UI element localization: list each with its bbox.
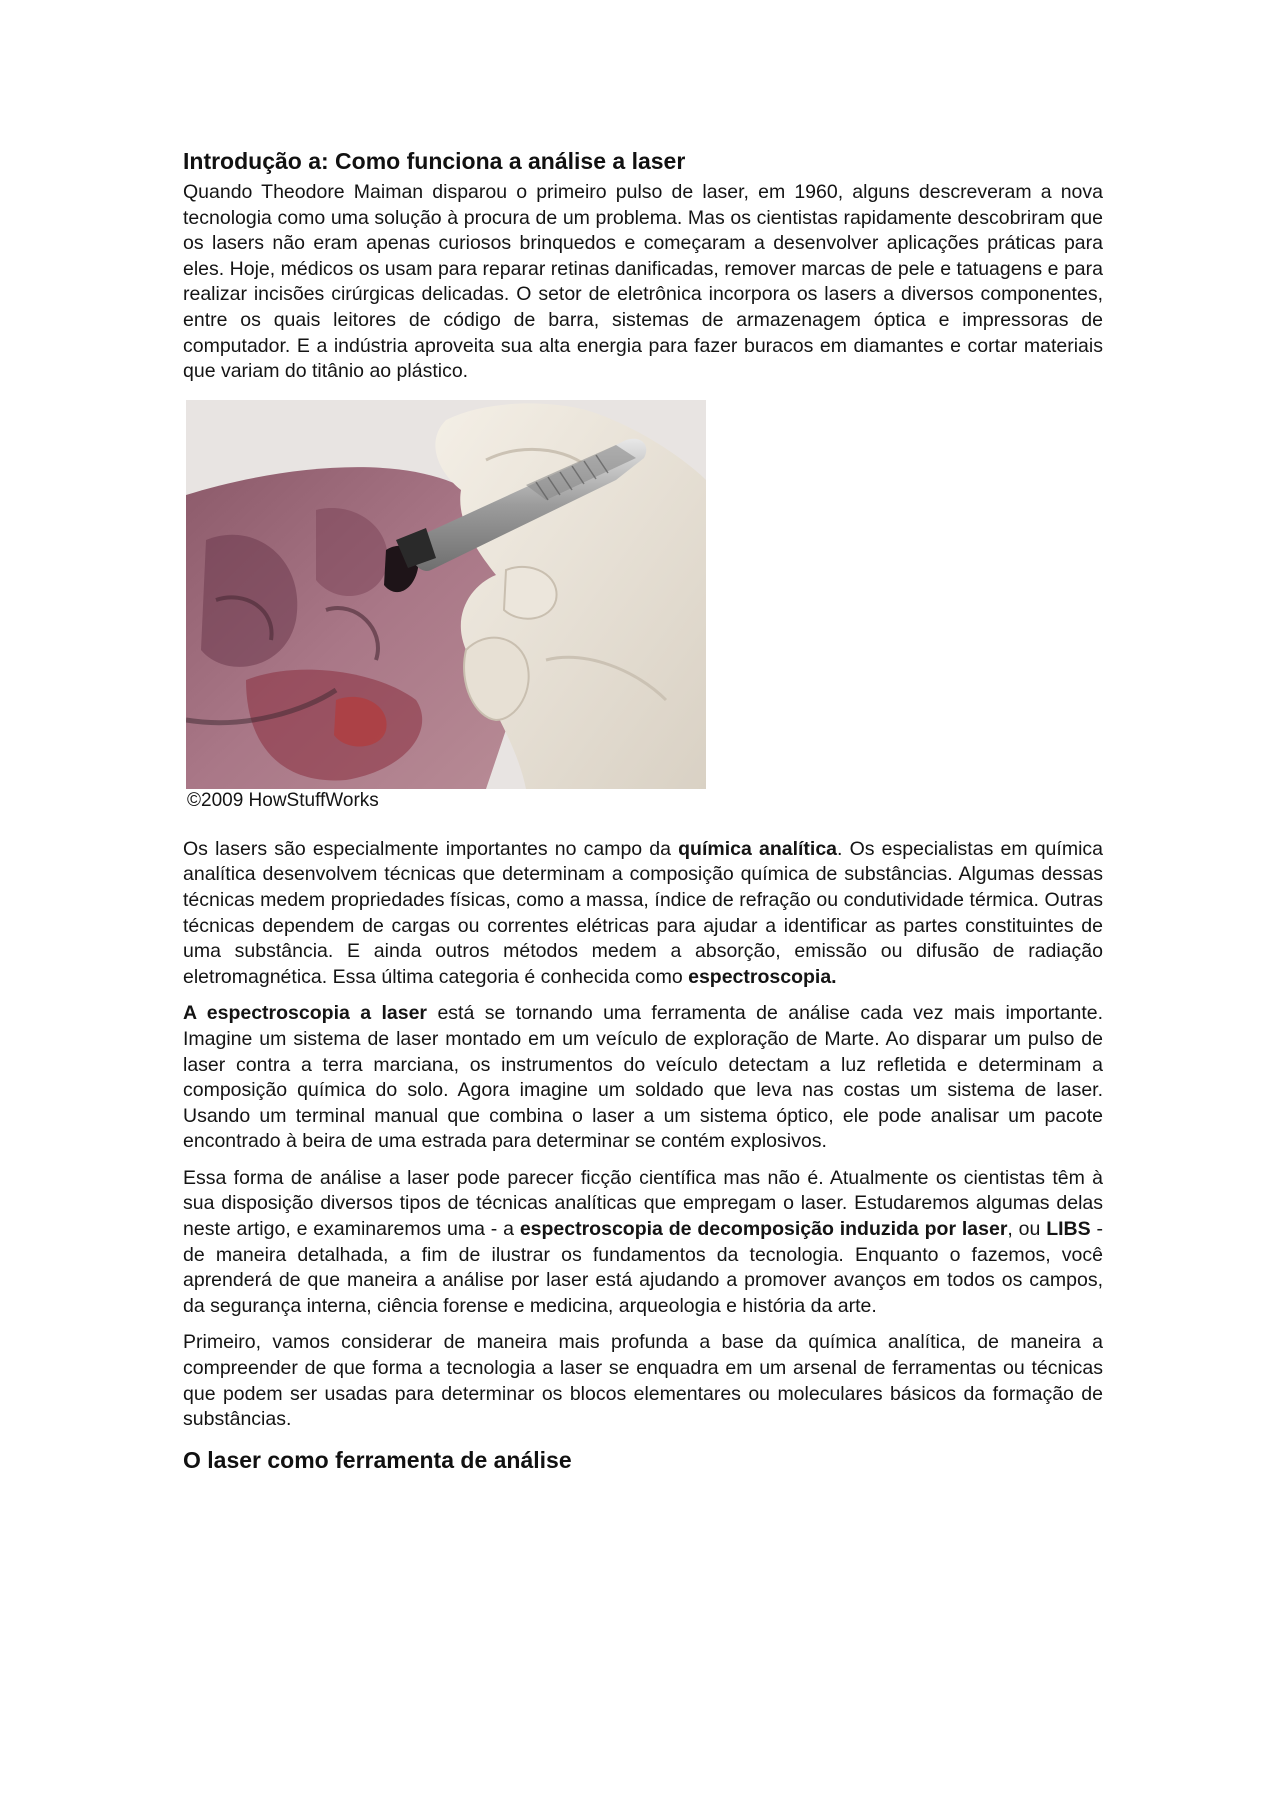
paragraph-first-consider: Primeiro, vamos considerar de maneira mais profunda a base da química analítica, de maneira a compreender de que forma a tecnologia a laser se enquadra em um arsenal de ferramentas ou técnicas que podem ser usadas para determinar os blocos elementares ou moleculares básicos da formação de substâncias. bbox=[183, 1331, 1103, 1431]
paragraph-laser-spectroscopy bbox=[183, 1001, 1103, 1155]
paragraph2-text-1: Os lasers são especialmente importantes no campo da bbox=[183, 837, 679, 860]
paragraph3-text: está se tornando uma ferramenta de análise cada vez mais importante. Imagine um sistema de laser montado em um veículo de exploração de Marte. Ao disparar um pulso de laser contra a terra marciana, os instrumentos do veículo detectam a luz refletida e determinam a composição química do solo. Agora imagine um soldado que leva nas costas um sistema de laser. Usando um terminal manual que combina o laser a um sistema óptico, ele pode analisar um pacote encontrado à beira de uma estrada para determinar se contém explosivos. bbox=[183, 1002, 1103, 1153]
document-page bbox=[183, 146, 1103, 1475]
section-heading: O laser como ferramenta de análise bbox=[183, 1446, 572, 1473]
intro-paragraph: Quando Theodore Maiman disparou o primeiro pulso de laser, em 1960, alguns descreveram a nova tecnologia como uma solução à procura de um problema. Mas os cientistas rapidamente descobriram que os lasers não eram apenas curiosos brinquedos e começaram a desenvolver aplicações práticas para eles. Hoje, médicos os usam para reparar retinas danificadas, remover marcas de pele e tatuagens e para realizar incisões cirúrgicas delicadas. O setor de eletrônica incorpora os lasers a diversos componentes, entre os quais leitores de código de barra, sistemas de armazenagem óptica e impressoras de computador. E a indústria aproveita sua alta energia para fazer buracos em diamantes e cortar materiais que variam do titânio ao plástico. bbox=[183, 181, 1103, 383]
page-title: Introdução a: Como funciona a análise a laser bbox=[183, 148, 686, 174]
figure bbox=[186, 400, 706, 813]
figure-caption: ©2009 HowStuffWorks bbox=[187, 789, 379, 811]
bold-term-libs-full: espectroscopia de decomposição induzida por laser bbox=[519, 1218, 1008, 1241]
paragraph2-text-2: . Os especialistas em química analítica desenvolvem técnicas que determinam a composição química de substâncias. Algumas dessas técnicas medem propriedades físicas, como a massa, índice de refração ou condutividade térmica. Outras técnicas dependem de cargas ou correntes elétricas para ajudar a identificar as partes constituintes de uma substância. E ainda outros métodos medem a absorção, emissão ou difusão de radiação eletromagnética. Essa última categoria é conhecida como bbox=[183, 837, 1103, 988]
paragraph4-text-2: , ou bbox=[1007, 1218, 1047, 1241]
bold-term-libs: LIBS bbox=[1046, 1218, 1091, 1241]
paragraph4-text-1: Essa forma de análise a laser pode parecer ficção científica mas não é. Atualmente os cientistas têm à sua disposição diversos tipos de técnicas analíticas que empregam o laser. Estudaremos algumas delas neste artigo, e examinaremos uma - a bbox=[183, 1166, 1103, 1241]
bold-term-laser-spectroscopy: A espectroscopia a laser bbox=[183, 1002, 428, 1025]
laser-tattoo-removal-photo bbox=[186, 400, 706, 789]
paragraph-libs bbox=[183, 1166, 1103, 1320]
paragraph4-text-3: - de maneira detalhada, a fim de ilustrar os fundamentos da tecnologia. Enquanto o fazemos, você aprenderá de que maneira a análise por laser está ajudando a promover avanços em todos os campos, da segurança interna, ciência forense e medicina, arqueologia e história da arte. bbox=[183, 1218, 1103, 1317]
paragraph-analytical-chemistry bbox=[183, 837, 1103, 991]
bold-term-analytical-chemistry: química analítica bbox=[678, 837, 838, 860]
bold-term-spectroscopy: espectroscopia. bbox=[688, 965, 837, 988]
